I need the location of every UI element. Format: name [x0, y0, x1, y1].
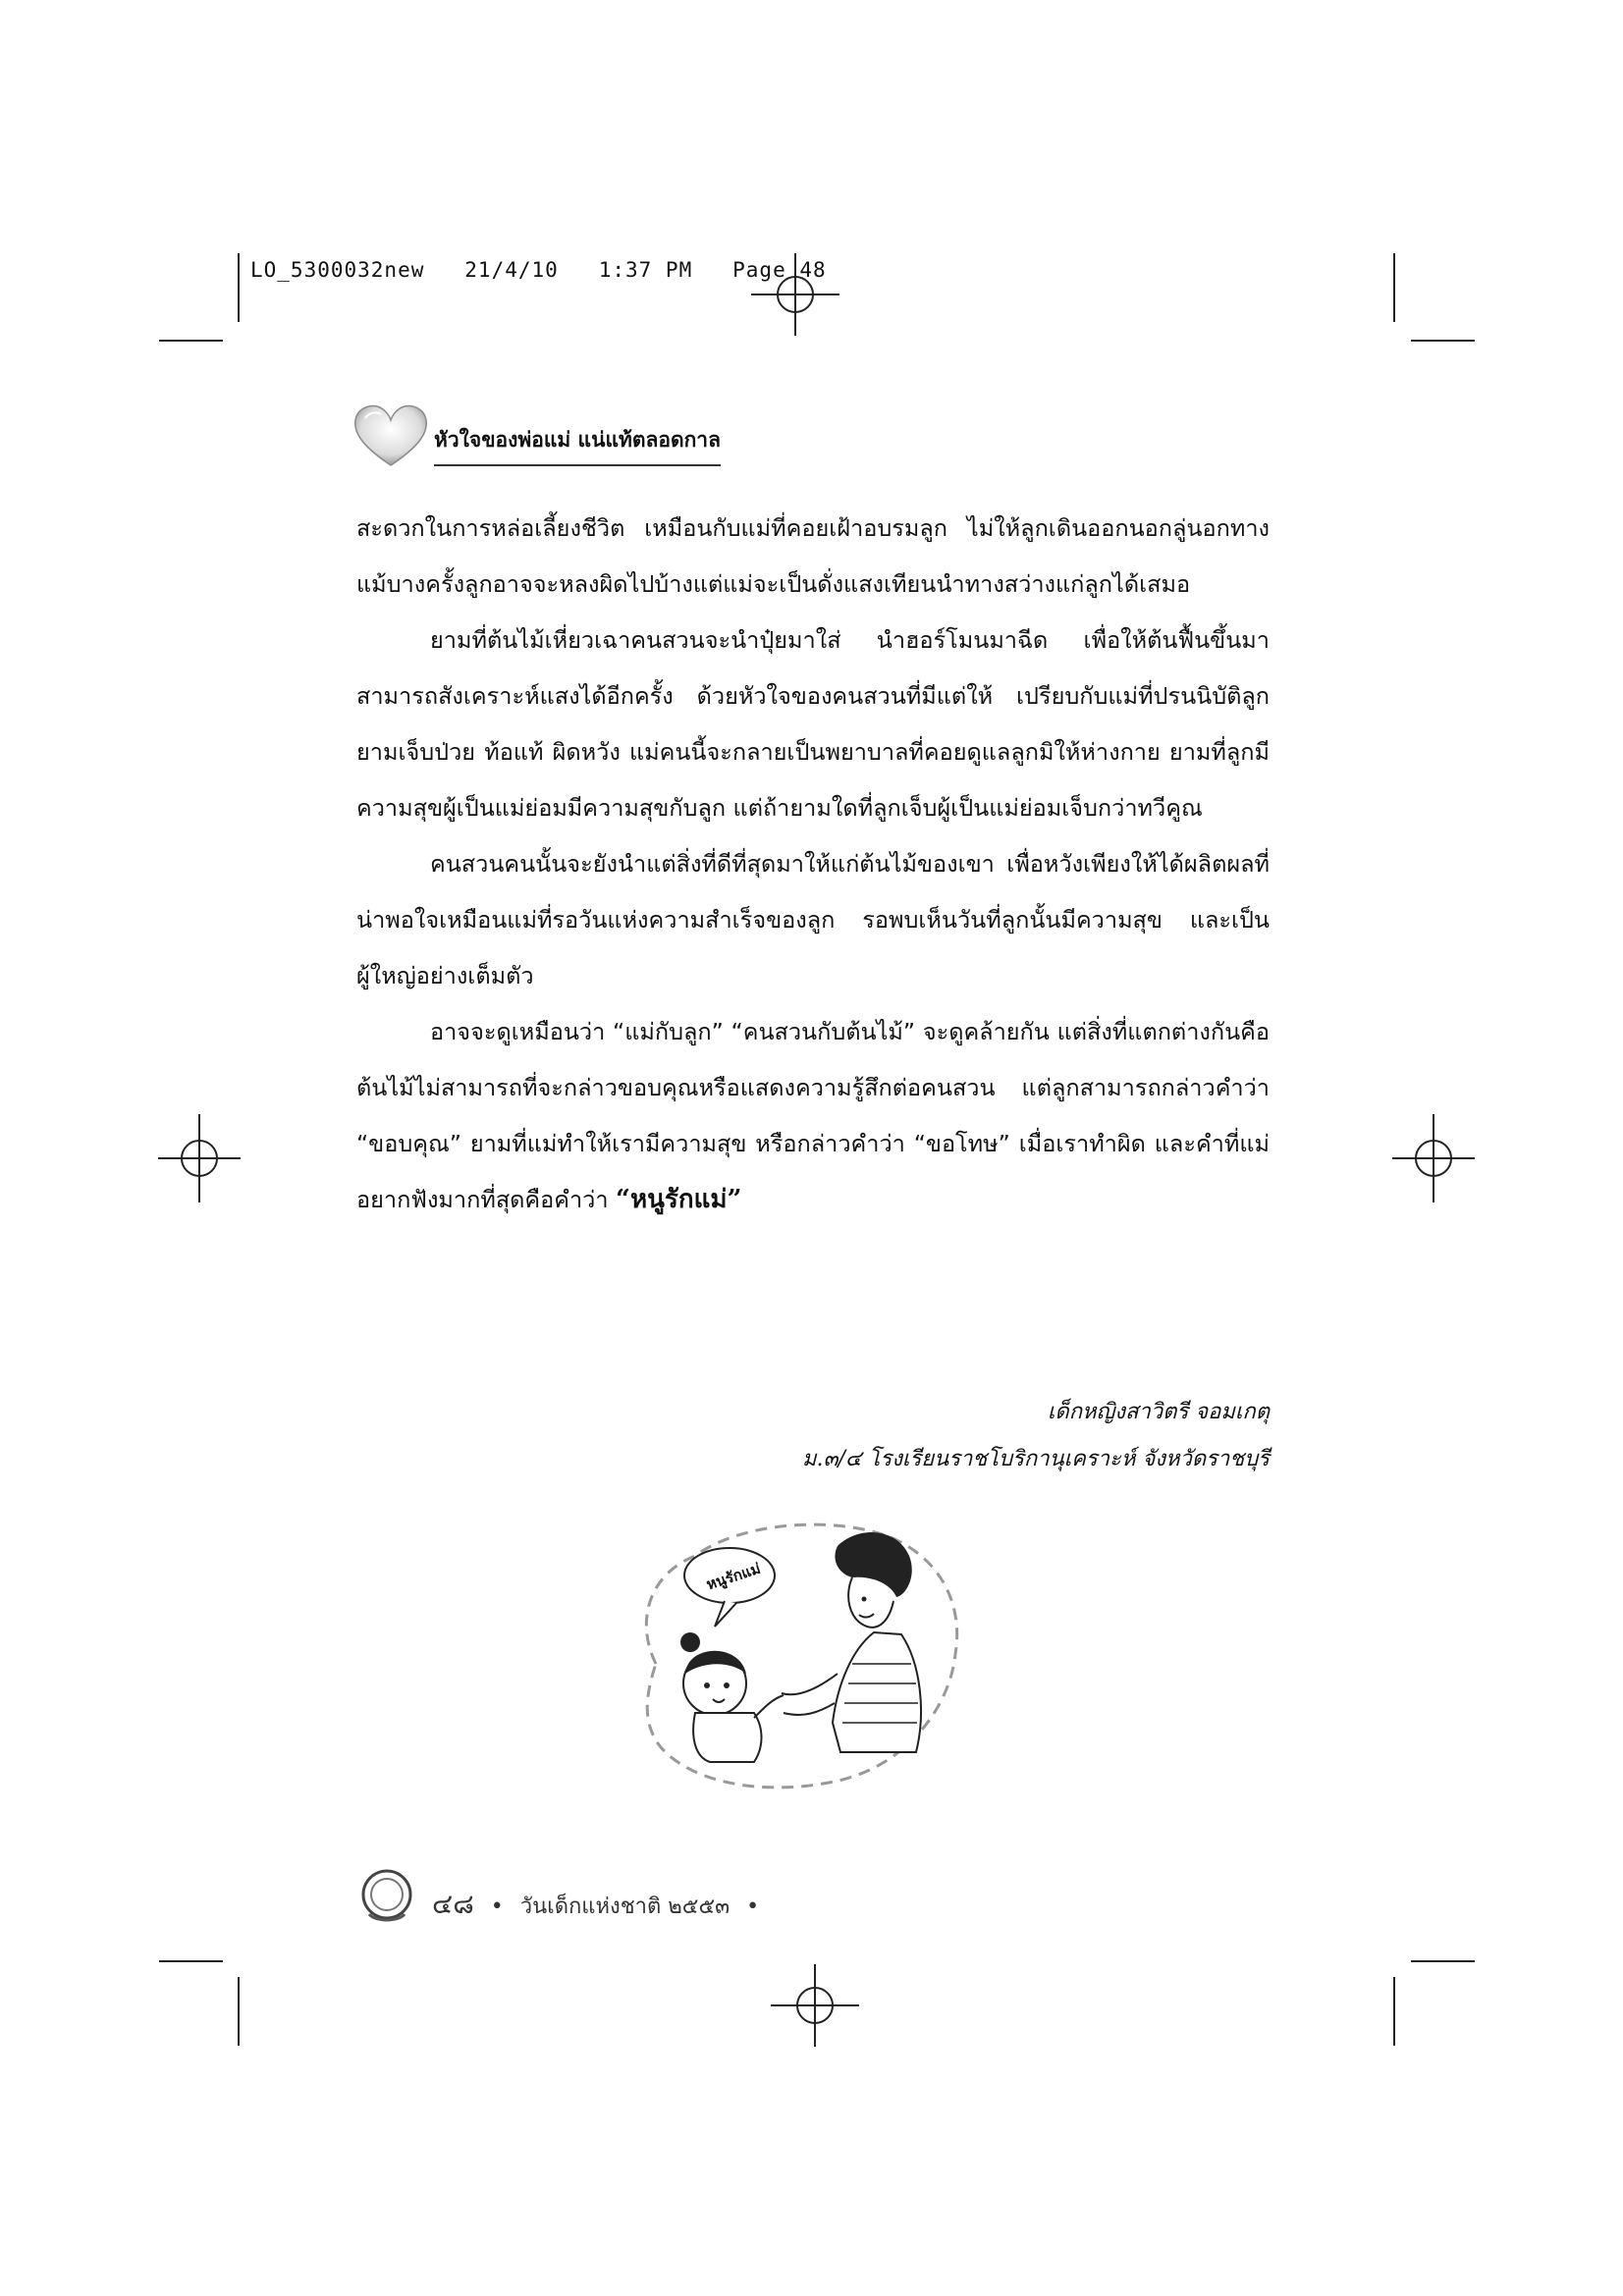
book-title: วันเด็กแห่งชาติ ๒๕๕๓: [519, 1895, 730, 1919]
crop-mark: [238, 253, 240, 322]
paragraph: คนสวนคนนั้นจะยังนำแต่สิ่งที่ดีที่สุดมาให้แก่ต้นไม้ของเขา เพื่อหวังเพียงให้ได้ผลิตผลที่น่าพอใจเหมือนแม่ที่รอวันแห่งความสำเร็จของลูก รอพบเห็นวันที่ลูกนั้นมีความสุข และเป็นผู้ใหญ่อย่างเต็มตัว: [356, 850, 1270, 989]
author-signature: [802, 1389, 1270, 1483]
paragraph: ยามที่ต้นไม้เหี่ยวเฉาคนสวนจะนำปุ๋ยมาใส่ นำฮอร์โมนมาฉีด เพื่อให้ต้นฟื้นขึ้นมาสามารถสังเคราะห์แสงได้อีกครั้ง ด้วยหัวใจของคนสวนที่มีแต่ให้ เปรียบกับแม่ที่ปรนนิบัติลูกยามเจ็บป่วย ท้อแท้ ผิดหวัง แม่คนนี้จะกลายเป็นพยาบาลที่คอยดูแลลูกมิให้ห่างกาย ยามที่ลูกมีความสุขผู้เป็นแม่ย่อมมีความสุขกับลูก แต่ถ้ายามใดที่ลูกเจ็บผู้เป็นแม่ย่อมเจ็บกว่าทวีคูณ: [356, 626, 1270, 822]
speech-bubble-text: หนูรักแม่: [704, 1559, 763, 1594]
registration-mark-right: [1389, 1109, 1478, 1207]
bullet: •: [490, 1895, 504, 1919]
article-body: [356, 501, 1270, 1228]
emphasis-text: “หนูรักแม่”: [616, 1185, 742, 1214]
paragraph: สะดวกในการหล่อเลี้ยงชีวิต เหมือนกับแม่ที่คอยเฝ้าอบรมลูก ไม่ให้ลูกเดินออกนอกลู่นอกทาง แม้บางครั้งลูกอาจจะหลงผิดไปบ้างแต่แม่จะเป็นดั่งแสงเทียนนำทางสว่างแก่ลูกได้เสมอ: [356, 514, 1270, 598]
page-footer: [432, 1883, 769, 1926]
page-header-title: หัวใจของพ่อแม่ แน่แท้ตลอดกาล: [434, 424, 721, 466]
crop-mark: [1411, 1960, 1475, 1962]
author-school: ม.๓/๔ โรงเรียนราชโบริกานุเคราะห์ จังหวัดราชบุรี: [801, 1447, 1270, 1471]
crop-mark: [159, 340, 223, 342]
heart-icon: [352, 402, 430, 469]
bullet: •: [746, 1895, 760, 1919]
crop-mark: [1393, 1977, 1395, 2046]
crop-mark: [1411, 340, 1475, 342]
ornament-icon: [355, 1865, 418, 1928]
page-number: ๔๘: [432, 1888, 474, 1920]
crop-mark: [159, 1960, 223, 1962]
mother-child-illustration: [617, 1517, 970, 1801]
registration-mark-bottom: [766, 1961, 864, 2050]
crop-mark: [238, 1977, 240, 2046]
paragraph-last: [356, 1004, 1270, 1228]
crop-mark: [1393, 253, 1395, 322]
print-slug: LO_5300032new 21/4/10 1:37 PM Page 48: [250, 258, 827, 282]
registration-mark-left: [155, 1109, 243, 1207]
author-name: เด็กหญิงสาวิตรี จอมเกตุ: [1047, 1400, 1270, 1424]
paragraph-text: อาจจะดูเหมือนว่า “แม่กับลูก” “คนสวนกับต้นไม้” จะดูคล้ายกัน แต่สิ่งที่แตกต่างกันคือ ต้นไม้ไม่สามารถที่จะกล่าวขอบคุณหรือแสดงความรู้สึกต่อคนสวน แต่ลูกสามารถกล่าวคำว่า “ขอบคุณ” ยามที่แม่ทำให้เรามีความสุข หรือกล่าวคำว่า “ขอโทษ” เมื่อเราทำผิด และคำที่แม่อยากฟังมากที่สุดคือคำว่า: [356, 1018, 1270, 1213]
